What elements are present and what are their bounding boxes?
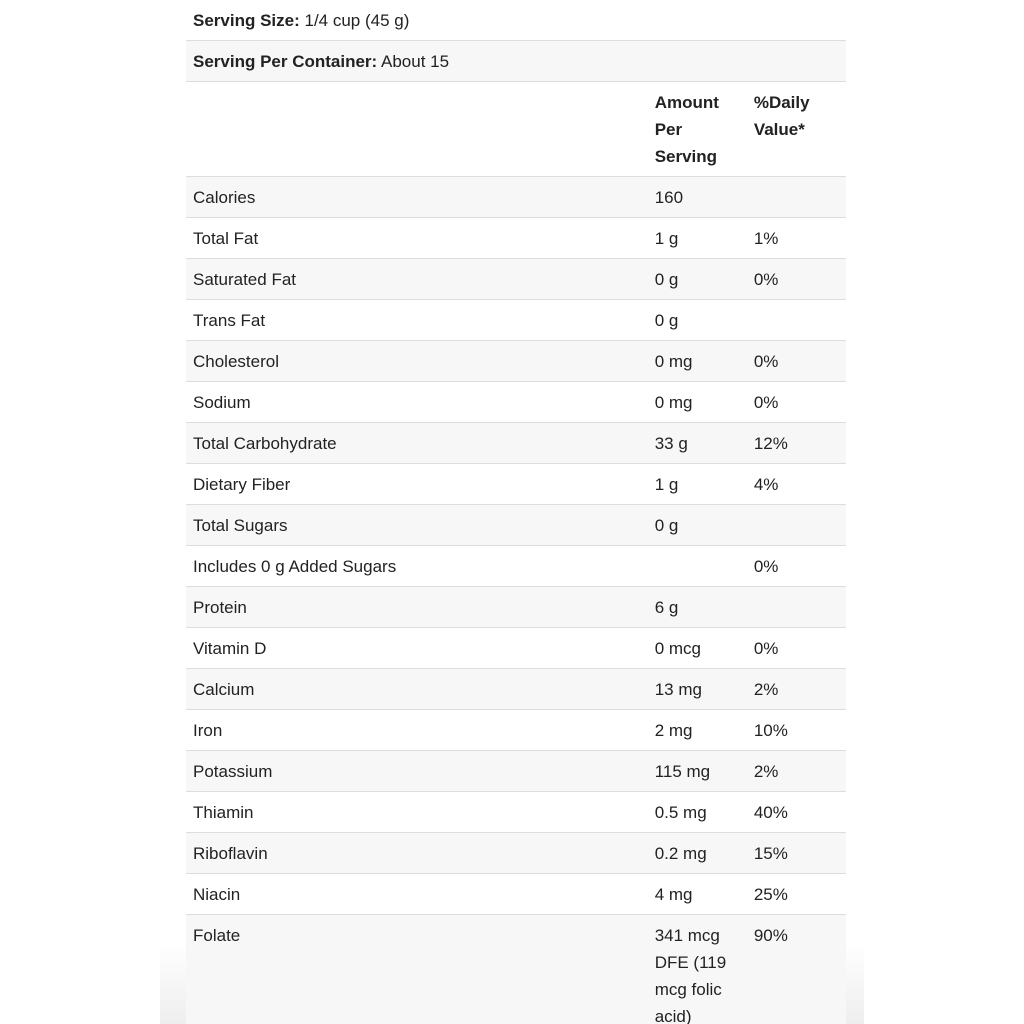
nutrient-name: Dietary Fiber bbox=[186, 464, 648, 505]
nutrient-row bbox=[186, 177, 846, 218]
serving-size-cell bbox=[186, 0, 846, 41]
nutrient-daily-value: 2% bbox=[747, 669, 846, 710]
servings-per-container-value: About 15 bbox=[381, 52, 450, 71]
nutrient-name: Total Carbohydrate bbox=[186, 423, 648, 464]
nutrient-row bbox=[186, 587, 846, 628]
nutrient-amount: 0 g bbox=[648, 259, 747, 300]
nutrient-name: Sodium bbox=[186, 382, 648, 423]
serving-size-label: Serving Size: bbox=[193, 11, 300, 30]
nutrient-daily-value: 0% bbox=[747, 382, 846, 423]
nutrient-daily-value: 1% bbox=[747, 218, 846, 259]
header-amount-line: Serving bbox=[654, 147, 718, 166]
nutrient-name: Thiamin bbox=[186, 792, 648, 833]
nutrient-amount: 0.5 mg bbox=[648, 792, 747, 833]
servings-per-container-label: Serving Per Container: bbox=[193, 52, 378, 71]
nutrient-amount: 33 g bbox=[648, 423, 747, 464]
nutrient-row bbox=[186, 382, 846, 423]
nutrient-amount: 2 mg bbox=[648, 710, 747, 751]
nutrient-daily-value: 0% bbox=[747, 341, 846, 382]
nutrient-amount: 6 g bbox=[648, 587, 747, 628]
nutrient-amount: 115 mg bbox=[648, 751, 747, 792]
nutrient-daily-value bbox=[747, 587, 846, 628]
nutrient-name: Includes 0 g Added Sugars bbox=[186, 546, 648, 587]
header-name-cell bbox=[186, 82, 648, 177]
nutrient-row bbox=[186, 915, 846, 1024]
nutrient-daily-value: 15% bbox=[747, 833, 846, 874]
nutrient-row bbox=[186, 792, 846, 833]
nutrient-name: Total Fat bbox=[186, 218, 648, 259]
nutrient-row bbox=[186, 218, 846, 259]
nutrient-name: Niacin bbox=[186, 874, 648, 915]
nutrition-table bbox=[186, 0, 846, 1024]
nutrient-name: Folate bbox=[186, 915, 648, 1024]
nutrient-name: Total Sugars bbox=[186, 505, 648, 546]
nutrient-amount: 0 mg bbox=[648, 341, 747, 382]
nutrient-row bbox=[186, 628, 846, 669]
nutrient-daily-value bbox=[747, 300, 846, 341]
servings-per-container-row bbox=[186, 41, 846, 82]
nutrient-daily-value: 12% bbox=[747, 423, 846, 464]
nutrient-row bbox=[186, 710, 846, 751]
serving-size-row bbox=[186, 0, 846, 41]
nutrient-row bbox=[186, 751, 846, 792]
nutrient-daily-value: 10% bbox=[747, 710, 846, 751]
nutrient-amount: 4 mg bbox=[648, 874, 747, 915]
nutrient-name: Potassium bbox=[186, 751, 648, 792]
nutrient-name: Calories bbox=[186, 177, 648, 218]
nutrient-row bbox=[186, 341, 846, 382]
header-daily-value-cell bbox=[747, 82, 846, 177]
nutrient-amount: 13 mg bbox=[648, 669, 747, 710]
header-daily-value-line: Value* bbox=[753, 120, 805, 139]
nutrient-row bbox=[186, 505, 846, 546]
nutrient-amount: 0 mg bbox=[648, 382, 747, 423]
nutrient-row bbox=[186, 546, 846, 587]
header-amount-line: Amount bbox=[654, 93, 719, 112]
servings-per-container-cell bbox=[186, 41, 846, 82]
header-daily-value-line: %Daily bbox=[753, 93, 810, 112]
nutrient-amount bbox=[648, 546, 747, 587]
nutrient-amount: 1 g bbox=[648, 464, 747, 505]
nutrient-amount: 0 g bbox=[648, 505, 747, 546]
nutrient-amount: 341 mcg DFE (119 mcg folic acid) bbox=[648, 915, 747, 1024]
header-amount-line: Per bbox=[654, 120, 683, 139]
nutrient-name: Protein bbox=[186, 587, 648, 628]
nutrient-daily-value: 0% bbox=[747, 259, 846, 300]
nutrition-table-body bbox=[186, 0, 846, 1024]
nutrient-row bbox=[186, 464, 846, 505]
header-amount-cell bbox=[648, 82, 747, 177]
nutrient-name: Trans Fat bbox=[186, 300, 648, 341]
nutrient-row bbox=[186, 833, 846, 874]
nutrient-name: Riboflavin bbox=[186, 833, 648, 874]
nutrient-daily-value: 90% bbox=[747, 915, 846, 1024]
nutrient-name: Iron bbox=[186, 710, 648, 751]
nutrient-daily-value bbox=[747, 505, 846, 546]
nutrient-amount: 160 bbox=[648, 177, 747, 218]
nutrient-amount: 1 g bbox=[648, 218, 747, 259]
nutrient-name: Calcium bbox=[186, 669, 648, 710]
nutrient-name: Cholesterol bbox=[186, 341, 648, 382]
nutrient-name: Saturated Fat bbox=[186, 259, 648, 300]
nutrient-row bbox=[186, 259, 846, 300]
nutrient-row bbox=[186, 423, 846, 464]
nutrition-facts bbox=[186, 0, 846, 1024]
nutrient-row bbox=[186, 669, 846, 710]
nutrient-daily-value bbox=[747, 177, 846, 218]
nutrient-amount: 0.2 mg bbox=[648, 833, 747, 874]
nutrient-amount: 0 mcg bbox=[648, 628, 747, 669]
nutrient-daily-value: 40% bbox=[747, 792, 846, 833]
nutrient-daily-value: 4% bbox=[747, 464, 846, 505]
nutrient-daily-value: 25% bbox=[747, 874, 846, 915]
nutrient-daily-value: 0% bbox=[747, 628, 846, 669]
nutrient-name: Vitamin D bbox=[186, 628, 648, 669]
nutrient-row bbox=[186, 300, 846, 341]
nutrient-daily-value: 0% bbox=[747, 546, 846, 587]
nutrient-row bbox=[186, 874, 846, 915]
nutrient-amount: 0 g bbox=[648, 300, 747, 341]
serving-size-value: 1/4 cup (45 g) bbox=[304, 11, 410, 30]
nutrient-daily-value: 2% bbox=[747, 751, 846, 792]
column-header-row bbox=[186, 82, 846, 177]
